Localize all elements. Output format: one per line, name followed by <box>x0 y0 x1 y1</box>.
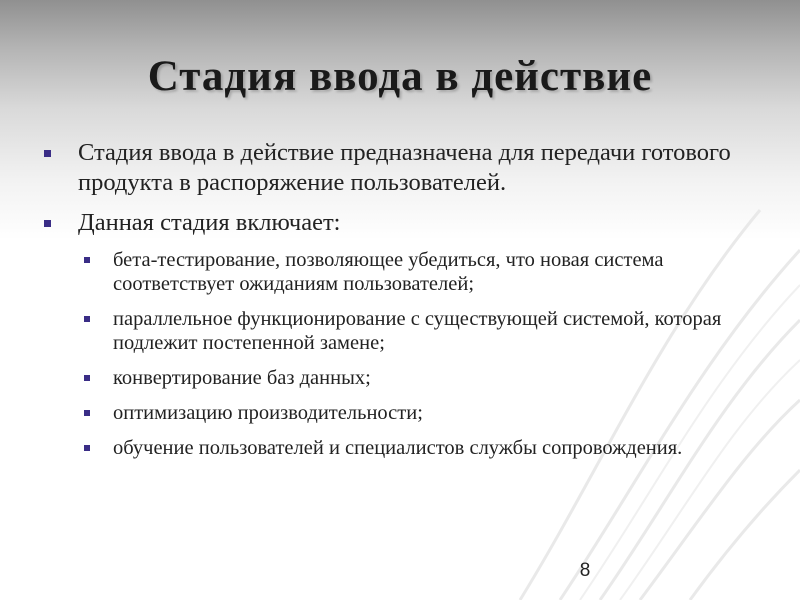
sub-bullet-item <box>40 248 740 296</box>
bullet-item <box>40 138 740 198</box>
square-bullet-icon <box>44 220 51 227</box>
bullet-text: Стадия ввода в действие предназначена для передачи готового продукта в распоряжение пользователей. <box>78 139 731 196</box>
square-bullet-icon <box>84 375 90 381</box>
sub-bullet-text: обучение пользователей и специалистов службы сопровождения. <box>113 437 683 459</box>
page-number: 8 <box>579 560 591 581</box>
sub-bullet-text: бета-тестирование, позволяющее убедиться, что новая система соответствует ожиданиям пользователей; <box>113 249 664 295</box>
sub-bullet-text: параллельное функционирование с существующей системой, которая подлежит постепенной замене; <box>113 308 722 354</box>
square-bullet-icon <box>44 150 51 157</box>
slide-title: Стадия ввода в действие <box>147 53 653 100</box>
bullet-list <box>40 138 740 471</box>
sub-bullet-item <box>40 307 740 355</box>
square-bullet-icon <box>84 410 90 416</box>
square-bullet-icon <box>84 316 90 322</box>
bullet-text: Данная стадия включает: <box>78 209 341 236</box>
square-bullet-icon <box>84 445 90 451</box>
sub-bullet-item <box>40 436 740 460</box>
square-bullet-icon <box>84 257 90 263</box>
sub-bullet-text: оптимизацию производительности; <box>113 402 423 424</box>
bullet-item <box>40 208 740 238</box>
sub-bullet-item <box>40 401 740 425</box>
sub-bullet-item <box>40 366 740 390</box>
sub-bullet-list <box>40 248 740 460</box>
sub-bullet-text: конвертирование баз данных; <box>113 367 371 389</box>
